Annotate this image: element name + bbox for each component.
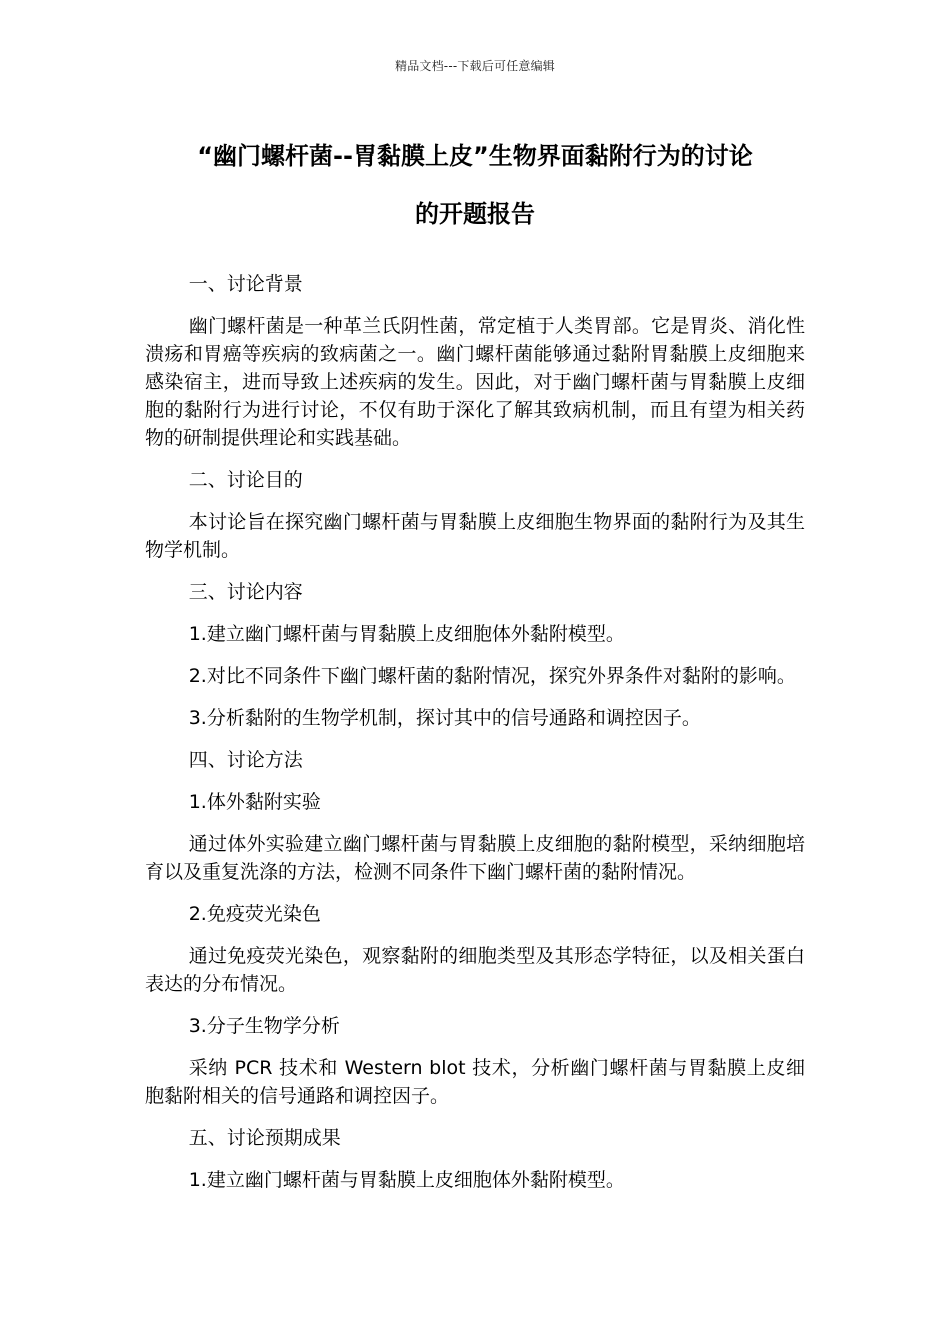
expected-result-1: 1.建立幽门螺杆菌与胃黏膜上皮细胞体外黏附模型。 — [188, 1169, 625, 1191]
method-2-title: 2.免疫荧光染色 — [188, 903, 321, 925]
paragraph-background: 幽门螺杆菌是一种革兰氏阴性菌，常定植于人类胃部。它是胃炎、消化性溃疡和胃癌等疾病的致病菌之一。幽门螺杆菌能够通过黏附胃黏膜上皮细胞来感染宿主，进而导致上述疾病的发生。因此，对于幽门螺杆菌与胃黏膜上皮细胞的黏附行为进行讨论，不仅有助于深化了解其致病机制，而且有望为相关药物的研制提供理论和实践基础。 — [145, 315, 805, 449]
section-heading-expected-results: 五、讨论预期成果 — [188, 1127, 341, 1149]
method-1-description: 通过体外实验建立幽门螺杆菌与胃黏膜上皮细胞的黏附模型，采纳细胞培育以及重复洗涤的方法，检测不同条件下幽门螺杆菌的黏附情况。 — [145, 833, 805, 883]
content-item-2: 2.对比不同条件下幽门螺杆菌的黏附情况，探究外界条件对黏附的影响。 — [188, 665, 796, 687]
method-1-title: 1.体外黏附实验 — [188, 791, 321, 813]
document-title — [140, 127, 810, 243]
page-header: 精品文档---下载后可任意编辑 — [395, 59, 555, 73]
title-line-1: “幽门螺杆菌--胃黏膜上皮”生物界面黏附行为的讨论 — [197, 142, 753, 170]
content-item-3: 3.分析黏附的生物学机制，探讨其中的信号通路和调控因子。 — [188, 707, 701, 729]
document-body — [145, 270, 805, 1208]
section-heading-purpose: 二、讨论目的 — [188, 469, 303, 491]
method-3-title: 3.分子生物学分析 — [188, 1015, 340, 1037]
method-3-description: 采纳 PCR 技术和 Western blot 技术，分析幽门螺杆菌与胃黏膜上皮细胞黏附相关的信号通路和调控因子。 — [145, 1057, 805, 1107]
section-heading-background: 一、讨论背景 — [188, 273, 303, 295]
section-heading-content: 三、讨论内容 — [188, 581, 303, 603]
method-2-description: 通过免疫荧光染色，观察黏附的细胞类型及其形态学特征，以及相关蛋白表达的分布情况。 — [145, 945, 805, 995]
paragraph-purpose: 本讨论旨在探究幽门螺杆菌与胃黏膜上皮细胞生物界面的黏附行为及其生物学机制。 — [145, 511, 805, 561]
content-item-1: 1.建立幽门螺杆菌与胃黏膜上皮细胞体外黏附模型。 — [188, 623, 625, 645]
title-line-2: 的开题报告 — [415, 200, 535, 228]
section-heading-methods: 四、讨论方法 — [188, 749, 303, 771]
